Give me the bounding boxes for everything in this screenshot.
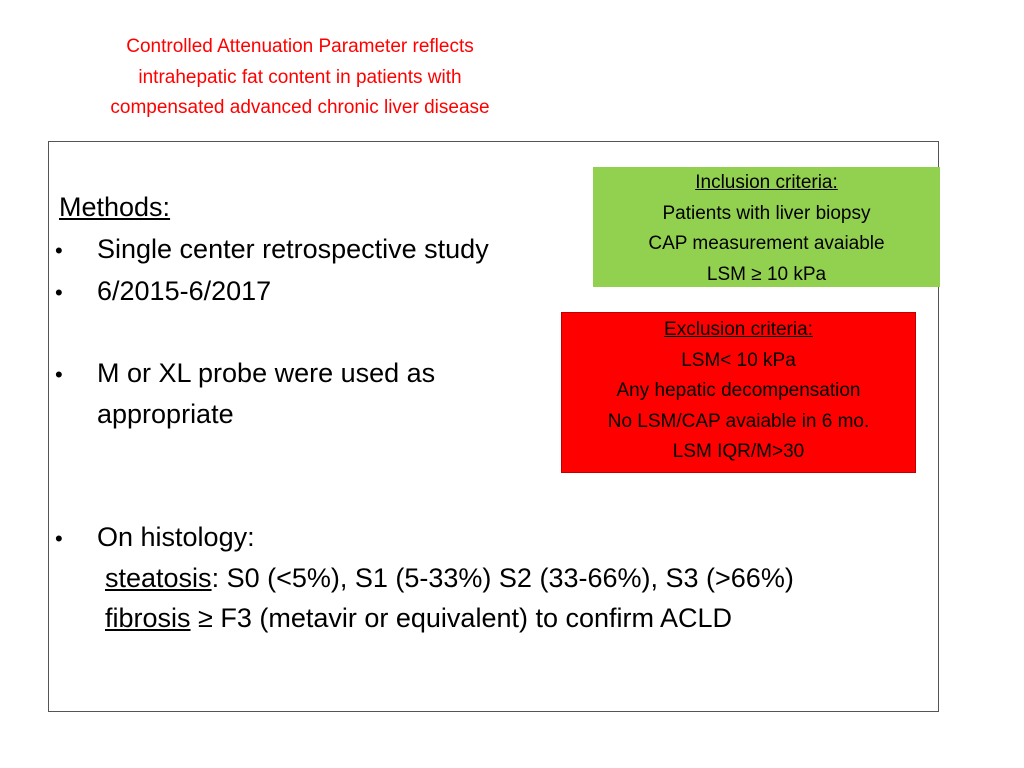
exclusion-heading: Exclusion criteria: (664, 319, 813, 340)
exclusion-item: Any hepatic decompensation (616, 380, 861, 401)
inclusion-item: CAP measurement avaiable (648, 233, 885, 254)
exclusion-item: LSM IQR/M>30 (672, 441, 805, 462)
title-line: Controlled Attenuation Parameter reflects (126, 36, 474, 57)
bullet-glyph: • (55, 280, 63, 305)
histology-fibrosis (105, 603, 732, 634)
methods-item-probe: M or XL probe were used as (97, 358, 436, 388)
steatosis-text: : S0 (<5%), S1 (5-33%) S2 (33-66%), S3 (>66%) (211, 563, 794, 593)
title-line: compensated advanced chronic liver disease (110, 97, 490, 118)
methods-item-period: 6/2015-6/2017 (97, 276, 272, 306)
methods-heading: Methods: (59, 192, 171, 222)
methods-item-probe-cont: appropriate (97, 399, 234, 429)
title-line: intrahepatic fat content in patients with (138, 66, 462, 88)
histology-steatosis (105, 563, 794, 594)
inclusion-criteria-box (593, 167, 940, 287)
bullet-glyph: • (55, 362, 63, 387)
inclusion-heading: Inclusion criteria: (695, 172, 838, 193)
slide-title (40, 32, 560, 124)
steatosis-label: steatosis (105, 563, 212, 593)
bullet-glyph: • (55, 526, 63, 551)
methods-item-study: Single center retrospective study (97, 234, 489, 264)
inclusion-item: Patients with liver biopsy (662, 202, 871, 224)
fibrosis-text: ≥ F3 (metavir or equivalent) to confirm ACLD (190, 603, 733, 633)
exclusion-item: No LSM/CAP avaiable in 6 mo. (607, 410, 870, 432)
bullet-glyph: • (55, 238, 63, 263)
exclusion-criteria-box (561, 312, 916, 473)
inclusion-item: LSM ≥ 10 kPa (706, 263, 827, 285)
exclusion-item: LSM< 10 kPa (681, 349, 796, 371)
methods-item-histology: On histology: (97, 522, 255, 552)
fibrosis-label: fibrosis (105, 603, 191, 633)
